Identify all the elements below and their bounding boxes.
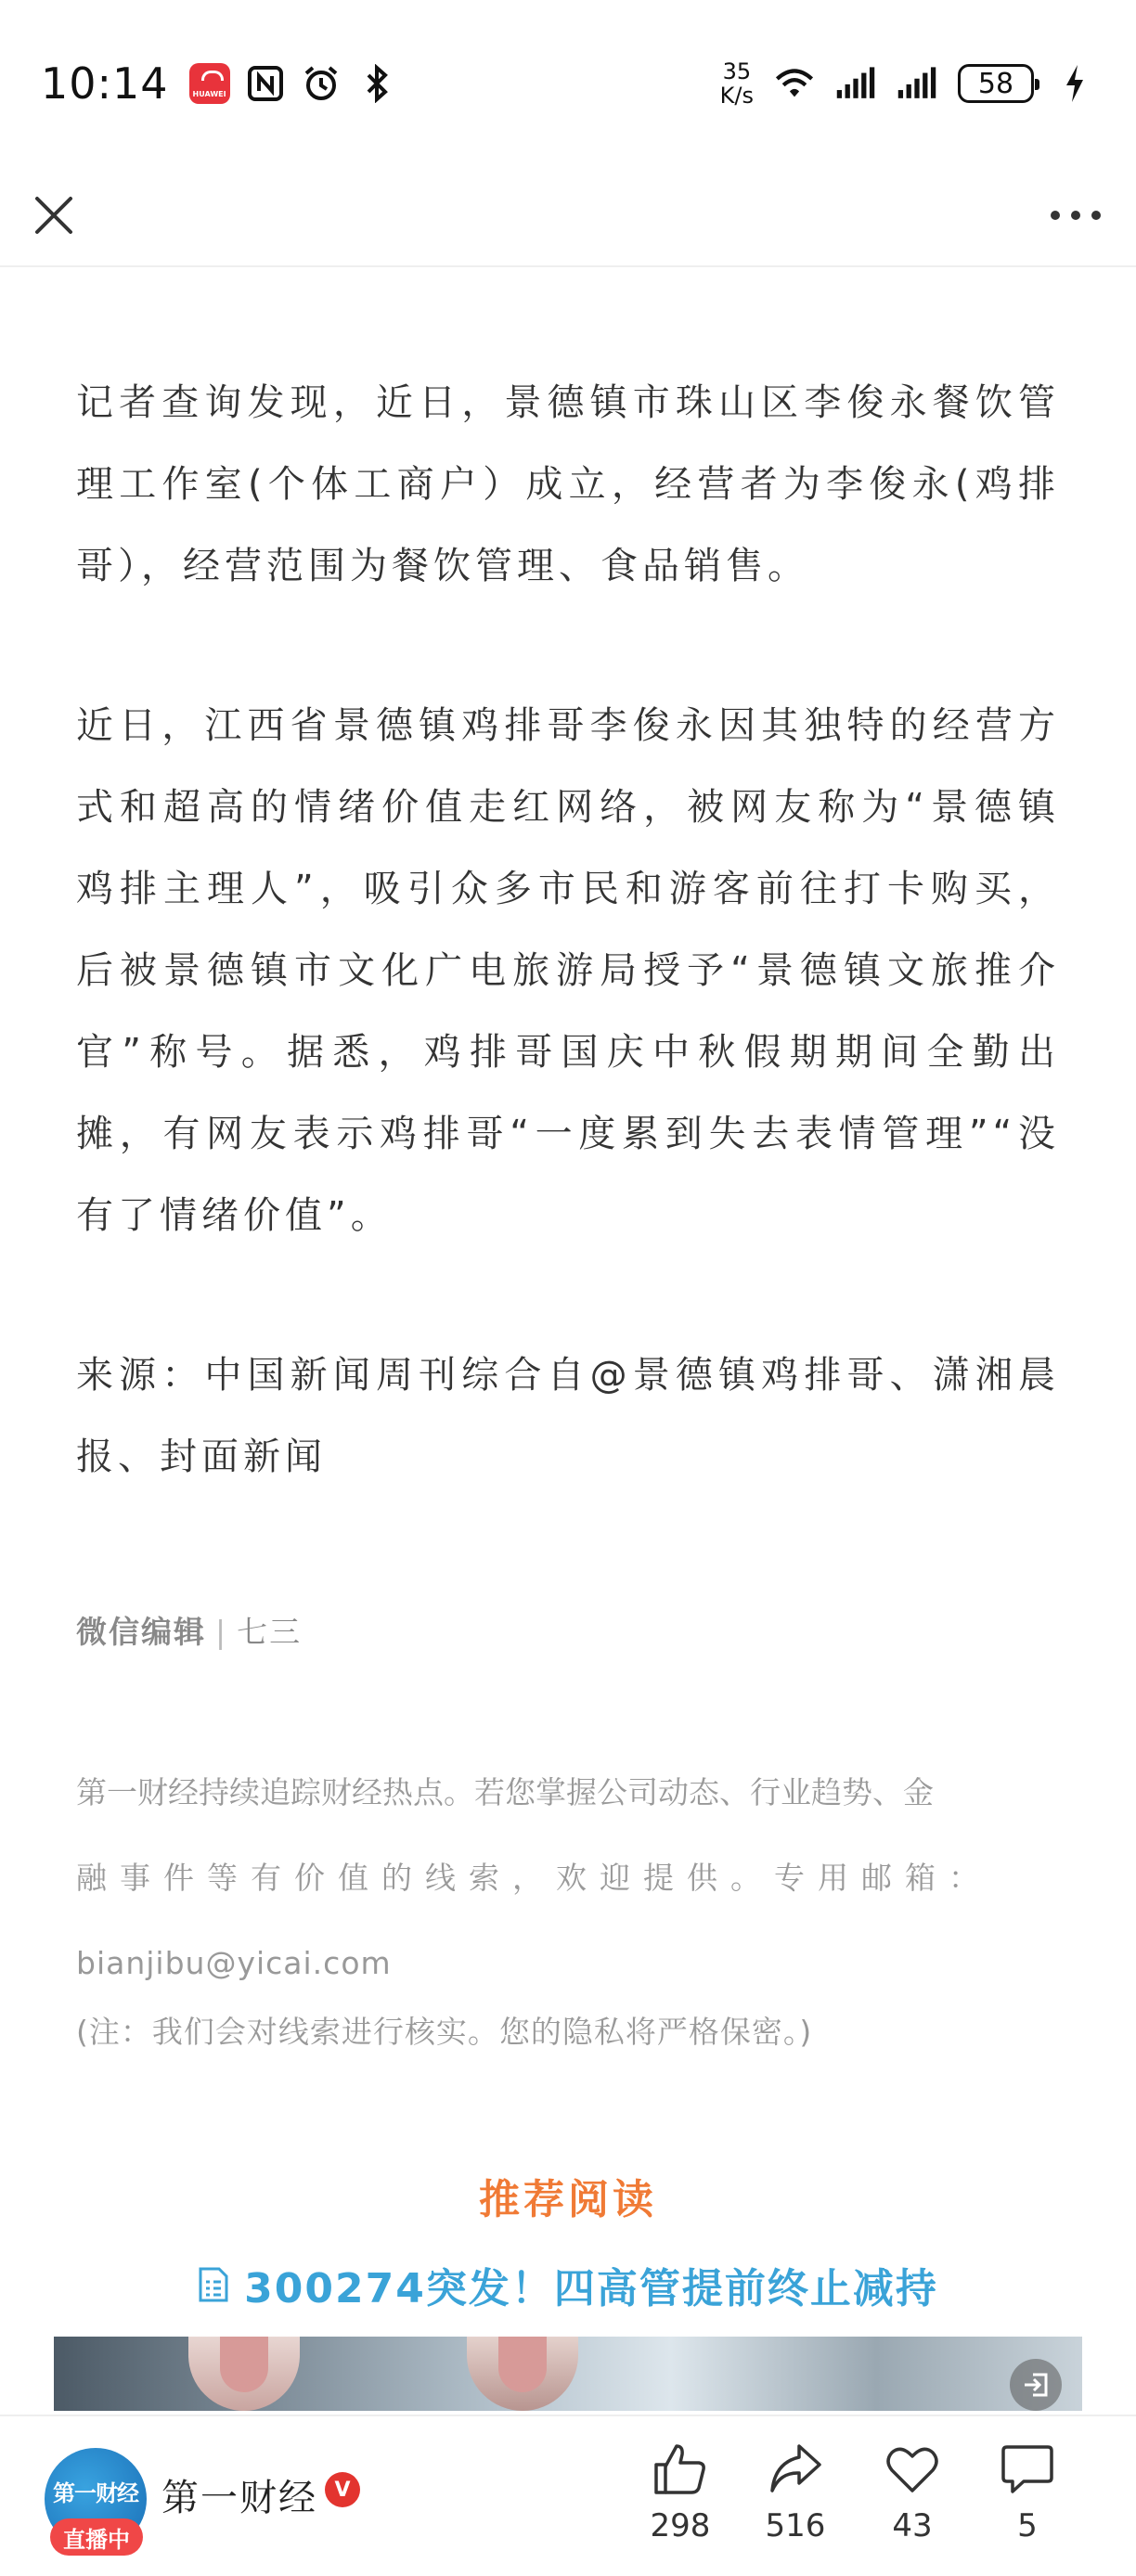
editor-name: 七三 (237, 1614, 303, 1650)
article-body (76, 362, 1060, 1498)
notice-line: 第一财经持续追踪财经热点。若您掌握公司动态、行业趋势、金 (76, 1774, 934, 1810)
editor-label: 微信编辑 (76, 1614, 206, 1650)
recommend-heading: 推荐阅读 (479, 2176, 657, 2223)
recommend-link-text: 300274突发！四高管提前终止减持 (244, 2265, 938, 2312)
rabbit-ear-shape (467, 2337, 578, 2411)
notice-line: 融事件等有价值的线索，欢迎提供。专用邮箱： (76, 1860, 992, 1896)
rabbit-ear-shape (188, 2337, 300, 2411)
alarm-icon (301, 63, 342, 104)
editor-separator: | (215, 1614, 228, 1650)
top-nav-bar (0, 167, 1136, 267)
battery-indicator: 58 (958, 64, 1034, 103)
bluetooth-icon (356, 63, 397, 104)
cell-signal-icon (897, 63, 937, 104)
editor-credit (76, 1608, 302, 1652)
charging-icon (1054, 63, 1095, 104)
notice-email: bianjibu@yicai.com (76, 1945, 392, 1981)
article-paragraph: 来源：中国新闻周刊综合自@景德镇鸡排哥、潇湘晨报、封面新闻 (76, 1354, 1060, 1478)
huawei-app-icon: HUAWEI (189, 63, 230, 104)
close-button[interactable] (28, 178, 80, 252)
close-icon (33, 195, 74, 236)
cell-signal-icon (835, 63, 876, 104)
more-options-button[interactable] (1043, 178, 1108, 252)
wifi-icon (774, 63, 815, 104)
like-button[interactable] (639, 2442, 722, 2544)
live-badge[interactable]: 直播中 (50, 2518, 143, 2556)
recommend-article-image[interactable] (54, 2337, 1082, 2411)
favorite-button[interactable] (871, 2442, 954, 2544)
open-external-button[interactable] (1010, 2359, 1062, 2411)
more-dots-icon (1048, 209, 1104, 222)
status-notification-icons (189, 63, 397, 104)
account-name[interactable]: 第一财经 (161, 2477, 317, 2519)
comment-count: 5 (1017, 2507, 1038, 2544)
verified-badge: V (325, 2472, 360, 2507)
share-count: 516 (765, 2507, 826, 2544)
like-count: 298 (650, 2507, 711, 2544)
article-paragraph: 记者查询发现，近日，景德镇市珠山区李俊永餐饮管理工作室(个体工商户）成立，经营者为李俊永(鸡排哥），经营范围为餐饮管理、食品销售。 (76, 381, 1060, 587)
status-bar (0, 0, 1136, 167)
heart-icon (884, 2442, 940, 2496)
status-time: 10:14 (41, 58, 169, 109)
status-system-icons (720, 59, 1095, 108)
nfc-icon (245, 63, 286, 104)
tip-notice (76, 1750, 1060, 2006)
thumbs-up-icon (652, 2442, 708, 2496)
article-paragraph: 近日，江西省景德镇鸡排哥李俊永因其独特的经营方式和超高的情绪价值走红网络，被网友称为“景德镇鸡排主理人”，吸引众多市民和游客前往打卡购买，后被景德镇市文化广电旅游局授予“景德镇文旅推介官”称号。据悉，鸡排哥国庆中秋假期期间全勤出摊，有网友表示鸡排哥“一度累到失去表情管理”“没有了情绪价值”。 (76, 704, 1060, 1237)
share-button[interactable] (754, 2442, 837, 2544)
notice-note: (注：我们会对线索进行核实。您的隐私将严格保密。) (76, 2014, 813, 2050)
recommend-article-link[interactable] (0, 2255, 1136, 2314)
comment-button[interactable] (986, 2442, 1069, 2544)
favorite-count: 43 (892, 2507, 933, 2544)
share-icon (768, 2442, 823, 2496)
bottom-action-bar (0, 2415, 1136, 2576)
exit-icon (1022, 2371, 1050, 2399)
comment-icon (1000, 2442, 1055, 2496)
document-icon (198, 2266, 229, 2303)
network-speed: 35 K/s (719, 58, 754, 109)
account-logo-text: 第一财经 (53, 2479, 138, 2506)
